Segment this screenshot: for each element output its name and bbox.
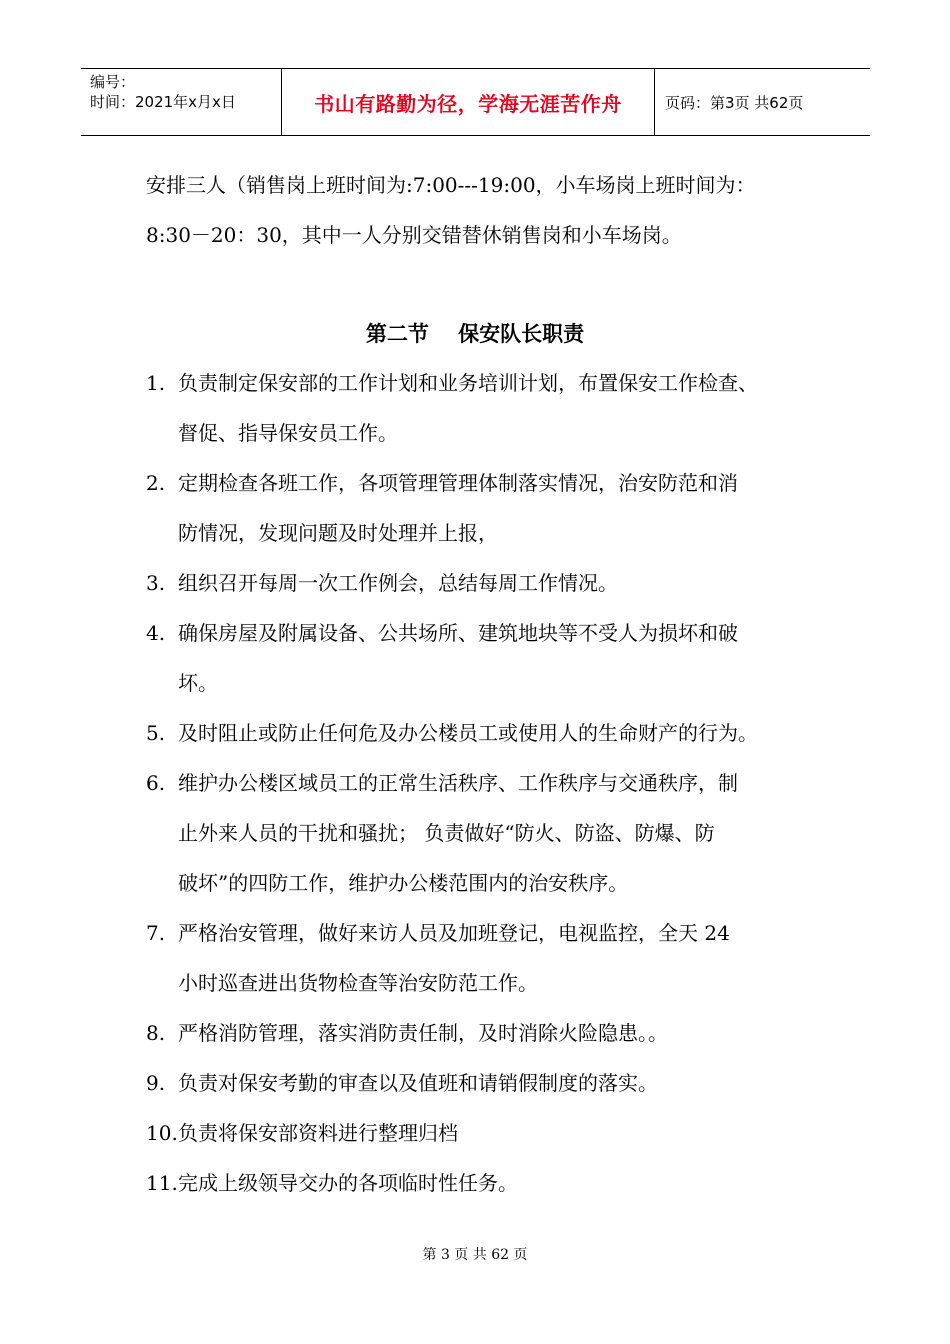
document-header bbox=[81, 68, 870, 136]
intro-line-2: 8:30－20：30，其中一人分别交错替休销售岗和小车场岗。 bbox=[146, 223, 682, 247]
list-item-number: 1. bbox=[146, 371, 166, 395]
list-item-number: 9. bbox=[146, 1071, 166, 1095]
list-item-text: 破坏”的四防工作，维护办公楼范围内的治安秩序。 bbox=[178, 871, 629, 895]
list-item-text: 维护办公楼区域员工的正常生活秩序、工作秩序与交通秩序，制 bbox=[178, 771, 738, 795]
list-item-text: 组织召开每周一次工作例会，总结每周工作情况。 bbox=[178, 571, 618, 595]
header-left-cell bbox=[81, 69, 282, 135]
number-label: 编号： bbox=[90, 73, 136, 91]
motto: 书山有路勤为径，学海无涯苦作舟 bbox=[314, 91, 622, 116]
list-item-text: 坏。 bbox=[178, 671, 218, 695]
list-item-text: 督促、指导保安员工作。 bbox=[178, 421, 398, 445]
page-footer: 第 3 页 共 62 页 bbox=[422, 1247, 528, 1263]
intro-line-1: 安排三人（销售岗上班时间为:7:00---19:00，小车场岗上班时间为： bbox=[146, 173, 756, 197]
list-item-text: 负责对保安考勤的审查以及值班和请销假制度的落实。 bbox=[178, 1071, 658, 1095]
header-page-cell bbox=[655, 69, 870, 135]
list-item-number: 3. bbox=[146, 571, 166, 595]
header-motto-cell bbox=[282, 69, 655, 135]
list-item-number: 8. bbox=[146, 1021, 166, 1045]
date-label: 时间：2021年x月x日 bbox=[90, 93, 236, 111]
list-item-text: 负责将保安部资料进行整理归档 bbox=[178, 1121, 458, 1145]
list-item-text: 小时巡查进出货物检查等治安防范工作。 bbox=[178, 971, 538, 995]
list-item-number: 7. bbox=[146, 921, 166, 945]
list-item-text: 止外来人员的干扰和骚扰； 负责做好“防火、防盗、防爆、防 bbox=[178, 821, 715, 845]
list-item-text: 严格治安管理，做好来访人员及加班登记，电视监控，全天 24 bbox=[178, 921, 730, 945]
list-item-text: 定期检查各班工作，各项管理管理体制落实情况，治安防范和消 bbox=[178, 471, 738, 495]
section-title: 第二节 保安队长职责 bbox=[365, 322, 585, 346]
list-item-number: 6. bbox=[146, 771, 166, 795]
list-item-text: 严格消防管理，落实消防责任制，及时消除火险隐患。。 bbox=[178, 1021, 668, 1045]
page-info: 页码：第3页 共62页 bbox=[665, 93, 804, 112]
list-item-text: 及时阻止或防止任何危及办公楼员工或使用人的生命财产的行为。 bbox=[178, 721, 758, 745]
list-item-text: 防情况，发现问题及时处理并上报， bbox=[178, 521, 498, 545]
list-item-text: 负责制定保安部的工作计划和业务培训计划，布置保安工作检查、 bbox=[178, 371, 758, 395]
list-item-number: 5. bbox=[146, 721, 166, 745]
list-item-number: 11. bbox=[146, 1171, 178, 1195]
list-item-number: 2. bbox=[146, 471, 166, 495]
list-item-number: 10. bbox=[146, 1121, 178, 1145]
list-item-number: 4. bbox=[146, 621, 166, 645]
list-item-text: 完成上级领导交办的各项临时性任务。 bbox=[178, 1171, 518, 1195]
list-item-text: 确保房屋及附属设备、公共场所、建筑地块等不受人为损坏和破 bbox=[178, 621, 738, 645]
